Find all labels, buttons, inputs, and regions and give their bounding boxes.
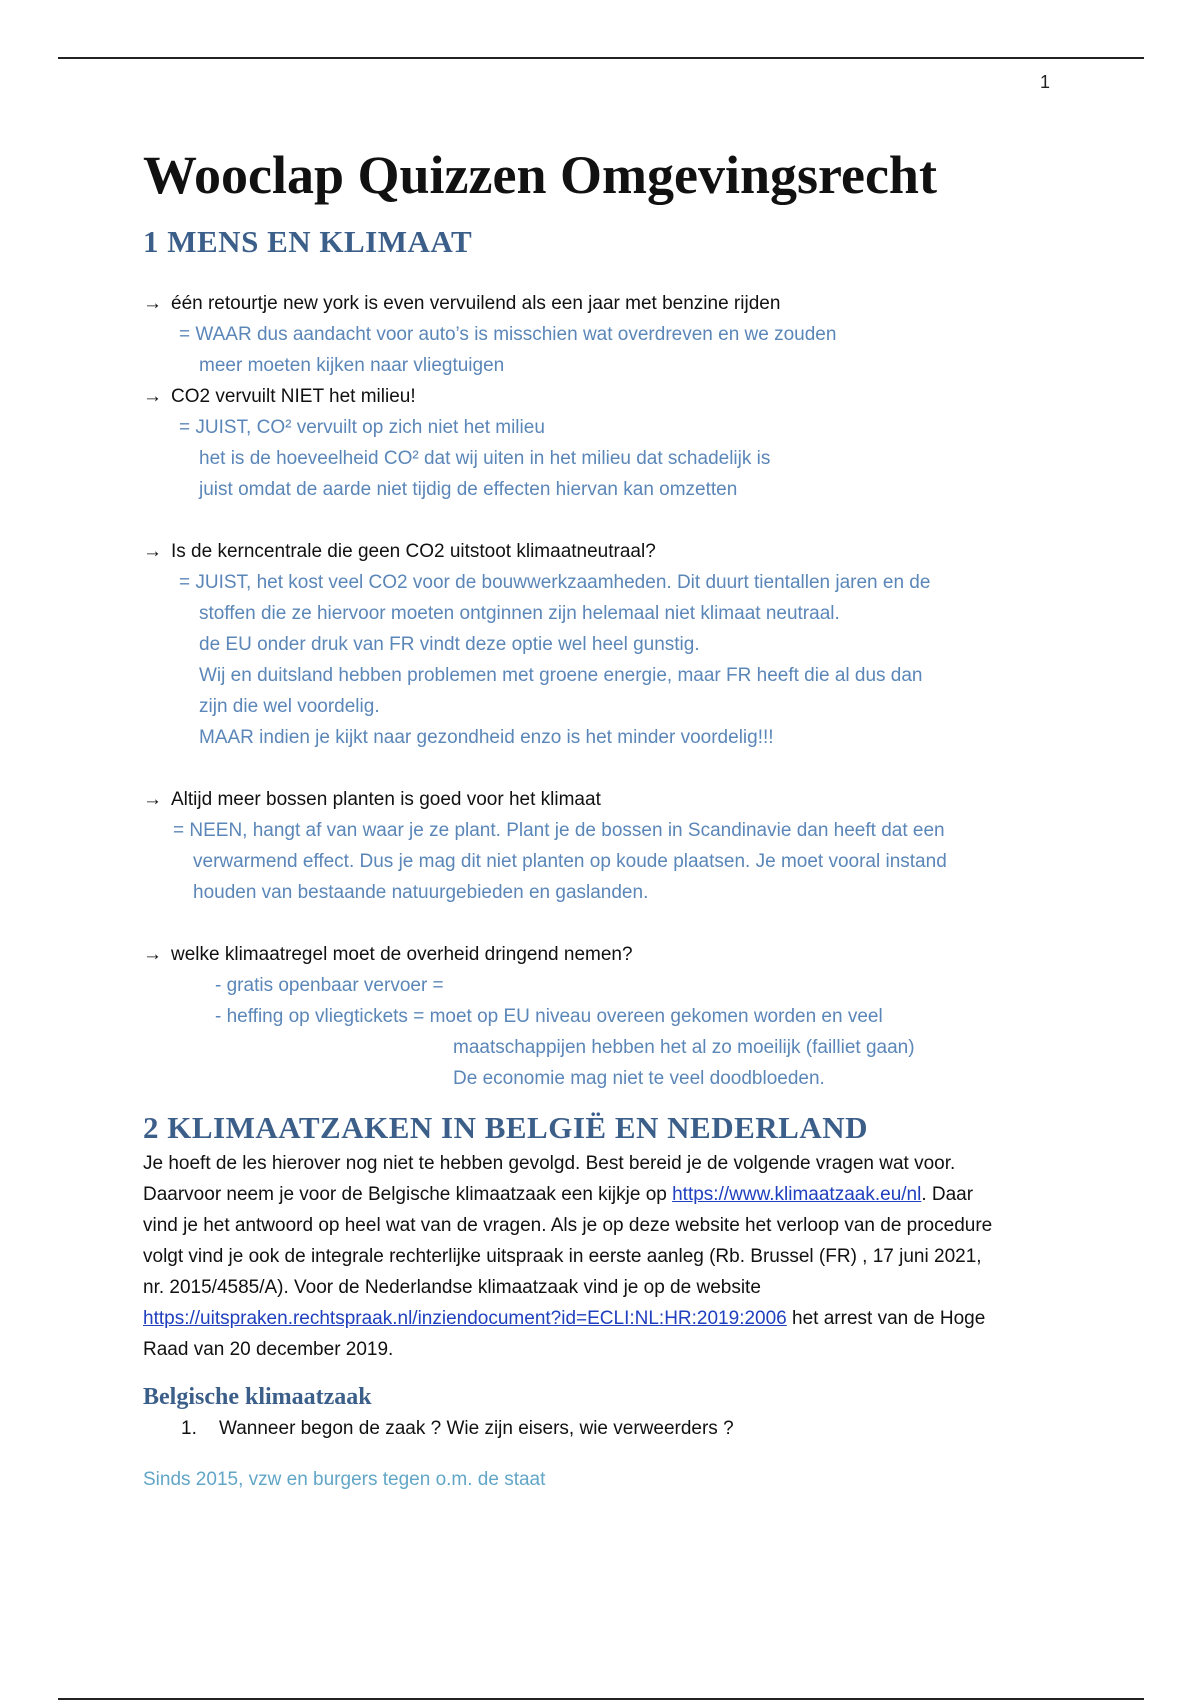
intro-line-7: Raad van 20 december 2019. — [143, 1339, 394, 1360]
question-4: → Altijd meer bossen planten is goed voor het klimaat — [143, 784, 1083, 815]
question-2: → CO2 vervuilt NIET het milieu! — [143, 381, 1083, 412]
section-2-heading: 2 KLIMAATZAKEN IN BELGIË EN NEDERLAND — [143, 1110, 869, 1145]
answer-2-line-3: juist omdat de aarde niet tijdig de effecten hiervan kan omzetten — [199, 479, 738, 500]
arrow-icon: → — [143, 944, 162, 965]
answer-4-line-1: = NEEN, hangt af van waar je ze plant. Plant je de bossen in Scandinavie dan heeft dat een — [173, 820, 945, 841]
intro-line-6: https://uitspraken.rechtspraak.nl/inziendocument?id=ECLI:NL:HR:2019:2006 het arrest van de Hoge — [143, 1308, 986, 1329]
arrow-icon: → — [143, 541, 162, 562]
answer-4-line-3: houden van bestaande natuurgebieden en gaslanden. — [193, 882, 649, 903]
document-title: Wooclap Quizzen Omgevingsrecht — [143, 145, 937, 205]
document-body — [143, 140, 1083, 1495]
arrow-icon: → — [143, 293, 162, 314]
answer-3-line-6: MAAR indien je kijkt naar gezondheid enzo is het minder voordelig!!! — [199, 727, 774, 748]
answer-5-line-4: De economie mag niet te veel doodbloeden. — [453, 1068, 825, 1089]
arrow-icon: → — [143, 386, 162, 407]
subheading-belgische-klimaatzaak: Belgische klimaatzaak — [143, 1384, 372, 1410]
answer-1-line-1: = WAAR dus aandacht voor auto’s is misschien wat overdreven en we zouden — [179, 324, 837, 345]
answer-2-line-2: het is de hoeveelheid CO² dat wij uiten in het milieu dat schadelijk is — [199, 448, 771, 469]
answer-5-line-1: - gratis openbaar vervoer = — [215, 975, 444, 996]
answer-2-line-1: = JUIST, CO² vervuilt op zich niet het milieu — [179, 417, 545, 438]
header-rule — [58, 57, 1144, 59]
page-number: 1 — [1040, 72, 1051, 92]
klimaatzaak-link[interactable]: https://www.klimaatzaak.eu/nl — [672, 1184, 922, 1205]
answer-3-line-3: de EU onder druk van FR vindt deze optie wel heel gunstig. — [199, 634, 700, 655]
answer-1-line-2: meer moeten kijken naar vliegtuigen — [199, 355, 505, 376]
intro-line-3: vind je het antwoord op heel wat van de vragen. Als je op deze website het verloop van de procedure — [143, 1215, 993, 1236]
list-item: 1. Wanneer begon de zaak ? Wie zijn eisers, wie verweerders ? — [181, 1418, 734, 1439]
intro-line-5: nr. 2015/4585/A). Voor de Nederlandse klimaatzaak vind je op de website — [143, 1277, 761, 1298]
question-3: → Is de kerncentrale die geen CO2 uitstoot klimaatneutraal? — [143, 536, 1083, 567]
answer-list-item-1: Sinds 2015, vzw en burgers tegen o.m. de staat — [143, 1469, 546, 1490]
intro-line-4: volgt vind je ook de integrale rechterlijke uitspraak in eerste aanleg (Rb. Brussel (FR) , 17 juni 2021, — [143, 1246, 982, 1267]
answer-3-line-5: zijn die wel voordelig. — [199, 696, 380, 717]
section-1-heading: 1 MENS EN KLIMAAT — [143, 224, 473, 259]
arrow-icon: → — [143, 789, 162, 810]
question-5: → welke klimaatregel moet de overheid dringend nemen? — [143, 939, 1083, 970]
answer-5-line-2: - heffing op vliegtickets = moet op EU niveau overeen gekomen worden en veel — [215, 1006, 883, 1027]
answer-4-line-2: verwarmend effect. Dus je mag dit niet planten op koude plaatsen. Je moet vooral instand — [193, 851, 947, 872]
rechtspraak-link[interactable]: https://uitspraken.rechtspraak.nl/inziendocument?id=ECLI:NL:HR:2019:2006 — [143, 1308, 787, 1329]
intro-line-1: Je hoeft de les hierover nog niet te hebben gevolgd. Best bereid je de volgende vragen wat voor. — [143, 1153, 956, 1174]
answer-3-line-1: = JUIST, het kost veel CO2 voor de bouwwerkzaamheden. Dit duurt tientallen jaren en de — [179, 572, 931, 593]
question-1: → één retourtje new york is even vervuilend als een jaar met benzine rijden — [143, 288, 1083, 319]
answer-3-line-4: Wij en duitsland hebben problemen met groene energie, maar FR heeft die al dus dan — [199, 665, 923, 686]
answer-5-line-3: maatschappijen hebben het al zo moeilijk (failliet gaan) — [453, 1037, 915, 1058]
intro-line-2: Daarvoor neem je voor de Belgische klimaatzaak een kijkje op https://www.klimaatzaak.eu/nl. Daar — [143, 1184, 974, 1205]
answer-3-line-2: stoffen die ze hiervoor moeten ontginnen zijn helemaal niet klimaat neutraal. — [199, 603, 840, 624]
